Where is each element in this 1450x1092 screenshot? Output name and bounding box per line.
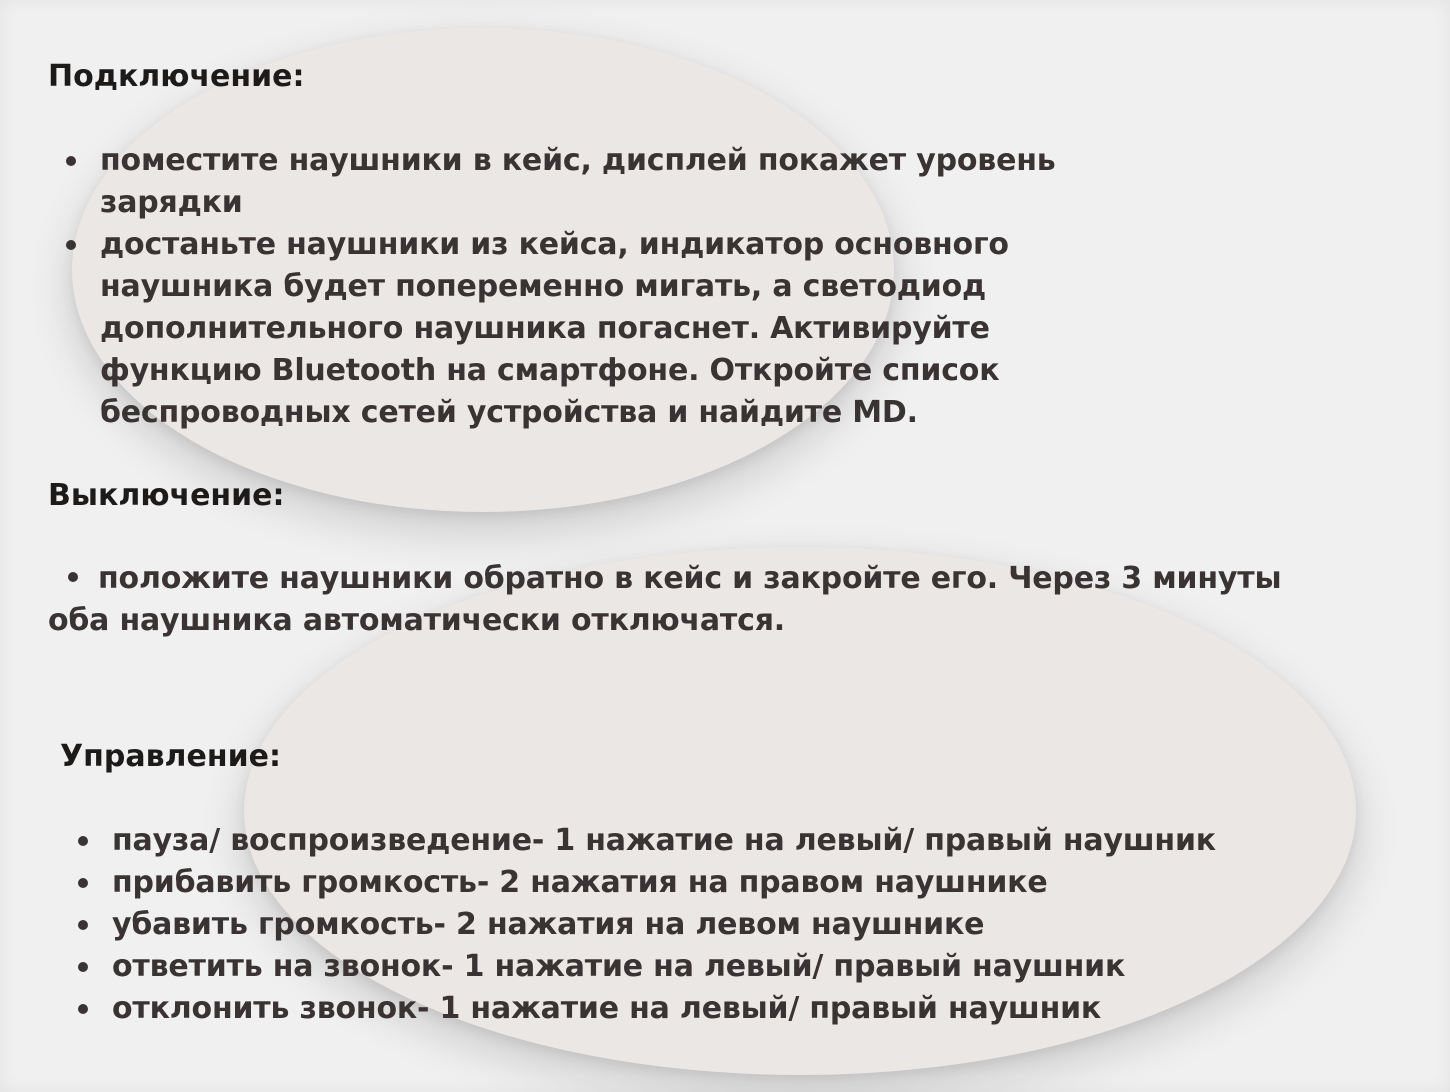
shutdown-line-2: оба наушника автоматически отключатся. xyxy=(48,603,785,638)
list-item xyxy=(78,862,1216,904)
list-item-line: наушника будет попеременно мигать, а светодиод xyxy=(100,269,987,304)
shutdown-paragraph xyxy=(48,558,1281,642)
bullet-icon xyxy=(78,836,88,846)
bullet-icon xyxy=(78,878,88,888)
bullet-icon xyxy=(68,572,78,582)
bullet-icon xyxy=(78,1004,88,1014)
list-item-line: беспроводных сетей устройства и найдите MD. xyxy=(100,395,918,430)
list-item xyxy=(66,140,1056,224)
list-item xyxy=(78,988,1216,1030)
connection-heading: Подключение: xyxy=(48,59,305,94)
list-item-text: отклонить звонок- 1 нажатие на левый/ правый наушник xyxy=(112,991,1102,1026)
list-item xyxy=(78,946,1216,988)
shutdown-heading: Выключение: xyxy=(48,478,285,513)
bullet-icon xyxy=(78,962,88,972)
list-item-text: прибавить громкость- 2 нажатия на правом наушнике xyxy=(112,865,1048,900)
list-item-line: дополнительного наушника погаснет. Активируйте xyxy=(100,311,990,346)
list-item-line: поместите наушники в кейс, дисплей покажет уровень xyxy=(100,143,1056,178)
list-item-line: функцию Bluetooth на смартфоне. Откройте список xyxy=(100,353,1000,388)
bullet-icon xyxy=(66,240,76,250)
list-item-text: убавить громкость- 2 нажатия на левом наушнике xyxy=(112,907,985,942)
bullet-icon xyxy=(66,156,76,166)
list-item-line: зарядки xyxy=(100,185,243,220)
list-item xyxy=(78,820,1216,862)
list-item xyxy=(78,904,1216,946)
connection-list xyxy=(66,140,1056,434)
shutdown-line-1: положите наушники обратно в кейс и закройте его. Через 3 минуты xyxy=(98,561,1282,596)
list-item-line: достаньте наушники из кейса, индикатор основного xyxy=(100,227,1009,262)
list-item xyxy=(66,224,1056,434)
control-heading: Управление: xyxy=(60,739,281,774)
control-list xyxy=(78,820,1216,1030)
list-item-text: пауза/ воспроизведение- 1 нажатие на левый/ правый наушник xyxy=(112,823,1216,858)
bullet-icon xyxy=(78,920,88,930)
list-item-text: ответить на звонок- 1 нажатие на левый/ правый наушник xyxy=(112,949,1126,984)
